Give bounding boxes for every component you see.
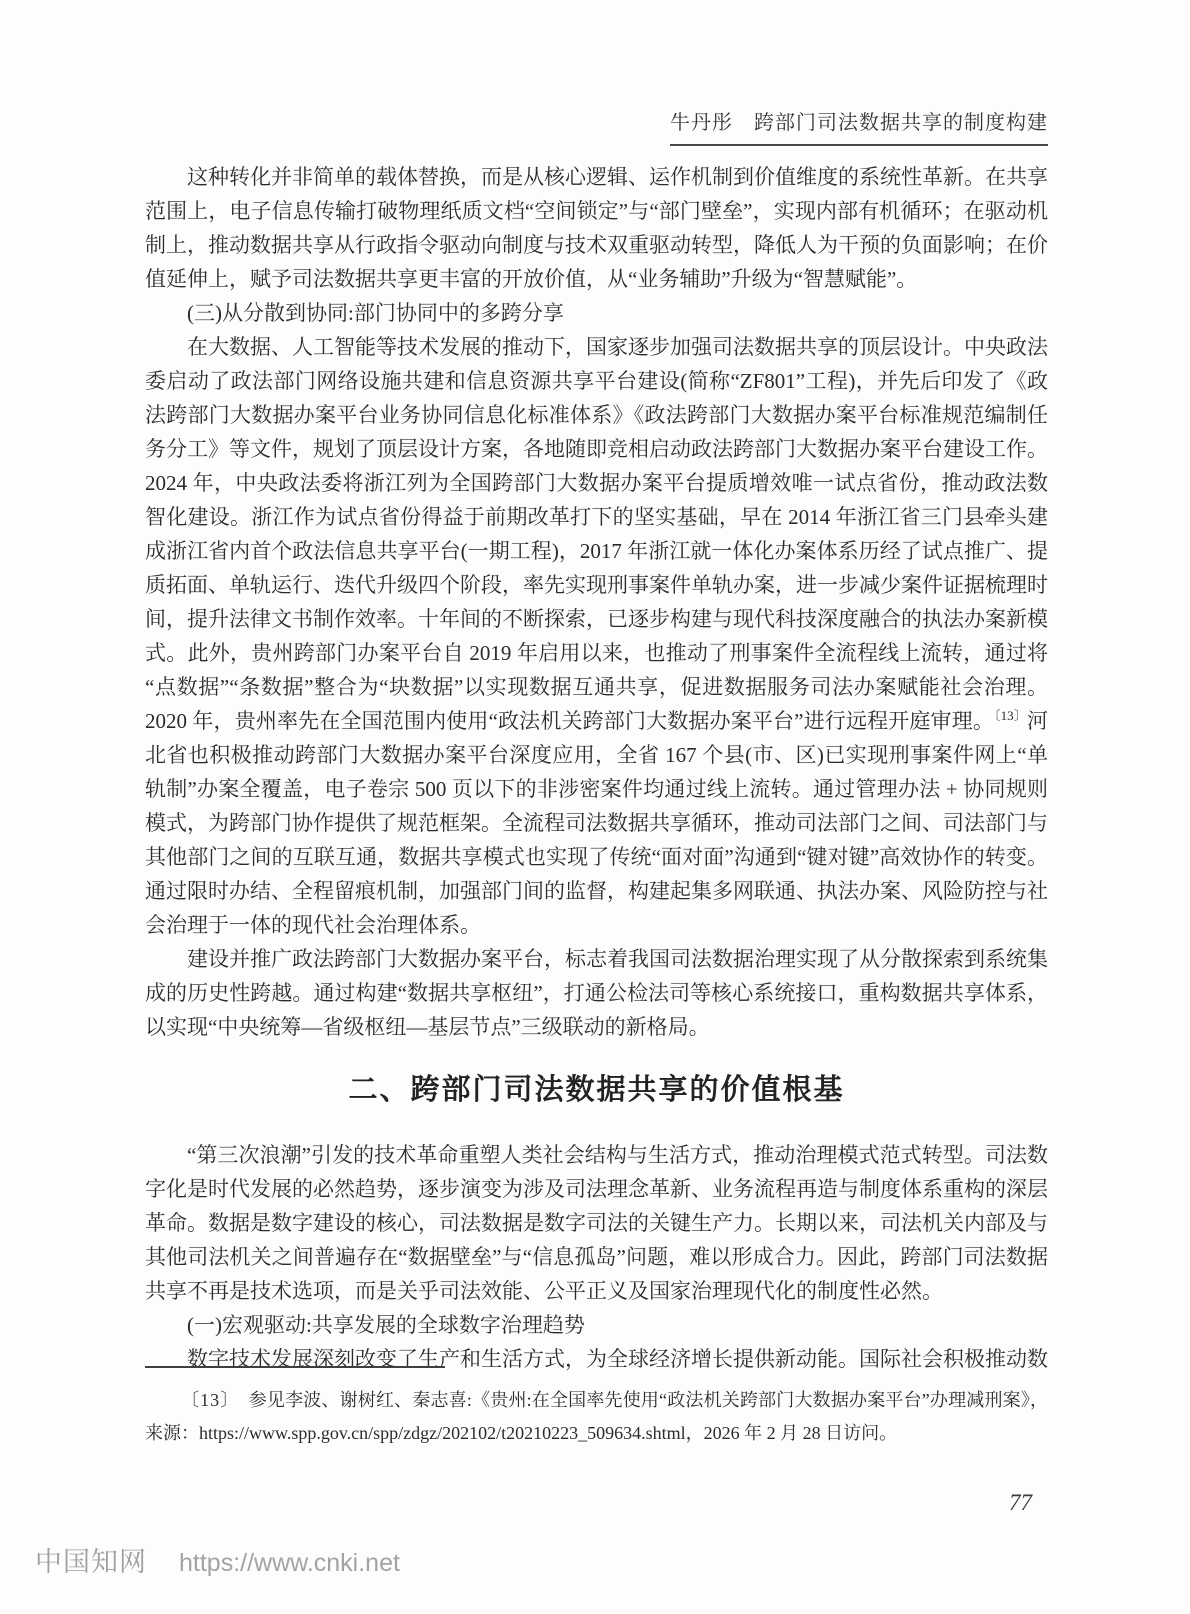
footnote-reference-13: 〔13〕 [994, 708, 1027, 723]
section-heading-2: 二、跨部门司法数据共享的价值根基 [348, 1074, 845, 1106]
subsection-title-1: (一)宏观驱动:共享发展的全球数字治理趋势 [187, 1313, 585, 1337]
article-body [145, 160, 1048, 1376]
cnki-watermark [35, 1540, 400, 1579]
page-number: 77 [1009, 1490, 1032, 1515]
paragraph-text-after-ref: 河北省也积极推动跨部门大数据办案平台深度应用，全省 167 个县(市、区)已实现刑事案件网上“单轨制”办案全覆盖，电子卷宗 500 页以下的非涉密案件均通过线上流转。通过管理办法 + 协同规则模式，为跨部门协作提供了规范框架。全流程司法数据共享循环，推动司法部门之间、司法部门与其他部门之间的互联互通，数据共享模式也实现了传统“面对面”沟通到“键对键”高效协作的转变。通过限时办结、全程留痕机制，加强部门间的监督，构建起集多网联通、执法办案、风险防控与社会治理于一体的现代社会治理体系。 [145, 709, 1048, 937]
paragraph-third-wave: “第三次浪潮”引发的技术革命重塑人类社会结构与生活方式，推动治理模式范式转型。司法数字化是时代发展的必然趋势，逐步演变为涉及司法理念革新、业务流程再造与制度体系重构的深层革命。数据是数字建设的核心，司法数据是数字司法的关键生产力。长期以来，司法机关内部及与其他司法机关之间普遍存在“数据壁垒”与“信息孤岛”问题，难以形成合力。因此，跨部门司法数据共享不再是技术选项，而是关乎司法效能、公平正义及国家治理现代化的制度性必然。 [145, 1143, 1048, 1303]
running-head-title: 牛丹彤 跨部门司法数据共享的制度构建 [670, 106, 1048, 146]
paragraph-text-before-ref: 在大数据、人工智能等技术发展的推动下，国家逐步加强司法数据共享的顶层设计。中央政法委启动了政法部门网络设施共建和信息资源共享平台建设(简称“ZF801”工程)，并先后印发了《政法跨部门大数据办案平台业务协同信息化标准体系》《政法跨部门大数据办案平台标准规范编制任务分工》等文件，规划了顶层设计方案，各地随即竞相启动政法跨部门大数据办案平台建设工作。2024 年，中央政法委将浙江列为全国跨部门大数据办案平台提质增效唯一试点省份，推动政法数智化建设。浙江作为试点省份得益于前期改革打下的坚实基础，早在 2014 年浙江省三门县牵头建成浙江省内首个政法信息共享平台(一期工程)，2017 年浙江就一体化办案体系历经了试点推广、提质拓面、单轨运行、迭代升级四个阶段，率先实现刑事案件单轨办案，进一步减少案件证据梳理时间，提升法律文书制作效率。十年间的不断探索，已逐步构建与现代科技深度融合的执法办案新模式。此外，贵州跨部门办案平台自 2019 年启用以来，也推动了刑事案件全流程线上流转，通过将“点数据”“条数据”整合为“块数据”以实现数据互通共享，促进数据服务司法办案赋能社会治理。2020 年，贵州率先在全国范围内使用“政法机关跨部门大数据办案平台”进行远程开庭审理。 [145, 335, 1048, 733]
footnote-separator-rule [145, 1366, 445, 1368]
footnote-area [145, 1366, 1048, 1450]
footnote-marker: 〔13〕 [181, 1390, 231, 1410]
subsection-title-3: (三)从分散到协同:部门协同中的多跨分享 [187, 301, 564, 325]
watermark-site-name: 中国知网 [35, 1547, 147, 1577]
paragraph-summary: 建设并推广政法跨部门大数据办案平台，标志着我国司法数据治理实现了从分散探索到系统集成的历史性跨越。通过构建“数据共享枢纽”，打通公检法司等核心系统接口，重构数据共享体系，以实现“中央统筹—省级枢纽—基层节点”三级联动的新格局。 [145, 947, 1048, 1039]
paragraph-digital-tech: 数字技术发展深刻改变了生产和生活方式，为全球经济增长提供新动能。国际社会积极推动数 [187, 1347, 1048, 1371]
footnote-13 [145, 1384, 1048, 1450]
footnote-text: 参见李波、谢树红、秦志喜:《贵州:在全国率先使用“政法机关跨部门大数据办案平台”办理减刑案》，来源：https://www.spp.gov.cn/spp/zdgz/202102/t20210223_509634.shtml，2026 年 2 月 28 日访问。 [145, 1390, 1049, 1443]
running-head [670, 106, 1048, 146]
watermark-site-url: https://www.cnki.net [179, 1549, 400, 1577]
paragraph-transformation: 这种转化并非简单的载体替换，而是从核心逻辑、运作机制到价值维度的系统性革新。在共享范围上，电子信息传输打破物理纸质文档“空间锁定”与“部门壁垒”，实现内部有机循环；在驱动机制上，推动数据共享从行政指令驱动向制度与技术双重驱动转型，降低人为干预的负面影响；在价值延伸上，赋予司法数据共享更丰富的开放价值，从“业务辅助”升级为“智慧赋能”。 [145, 165, 1048, 291]
paragraph-platform-construction [145, 330, 1048, 942]
